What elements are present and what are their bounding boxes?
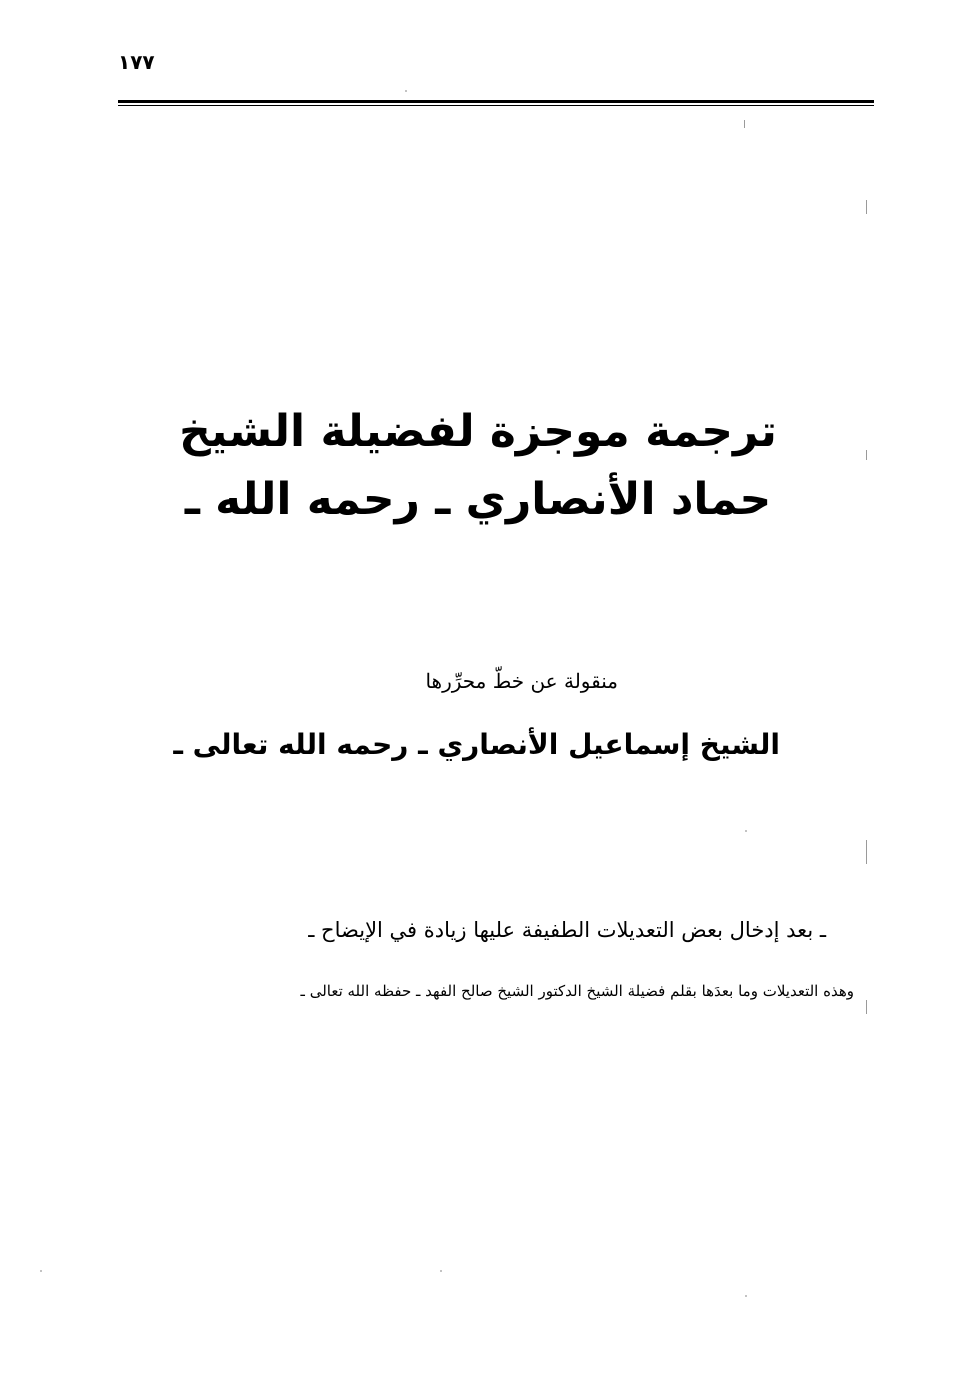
scan-speck — [405, 90, 407, 92]
title-line-2: حماد الأنصاري ـ رحمه الله ـ — [184, 474, 772, 525]
scan-mark — [866, 1000, 867, 1014]
header-rule-thick — [118, 100, 874, 103]
editing-note-line-1: ـ بعد إدخال بعض التعديلات الطفيفة عليها زيادة في الإيضاح ـ — [308, 918, 826, 942]
page-number: ١٧٧ — [118, 50, 155, 74]
editing-note-line-2: وهذه التعديلات وما بعدَها بقلم فضيلة الشيخ الدكتور الشيخ صالح الفهد ـ حفظه الله تعالى ـ — [300, 982, 854, 1000]
scan-mark — [866, 200, 867, 214]
source-label: منقولة عن خطّ محرِّرها — [425, 669, 618, 693]
scan-speck — [440, 1270, 442, 1272]
header-rule-thin — [118, 105, 874, 106]
title-block — [118, 400, 838, 532]
scan-speck — [40, 1270, 42, 1272]
scan-speck — [745, 830, 747, 832]
scan-speck — [745, 1295, 747, 1297]
scan-mark — [744, 120, 745, 128]
scan-mark — [866, 840, 867, 864]
author-line: الشيخ إسماعيل الأنصاري ـ رحمه الله تعالى ـ — [173, 728, 780, 761]
scan-mark — [866, 450, 867, 460]
title-line-1: ترجمة موجزة لفضيلة الشيخ — [179, 406, 777, 457]
